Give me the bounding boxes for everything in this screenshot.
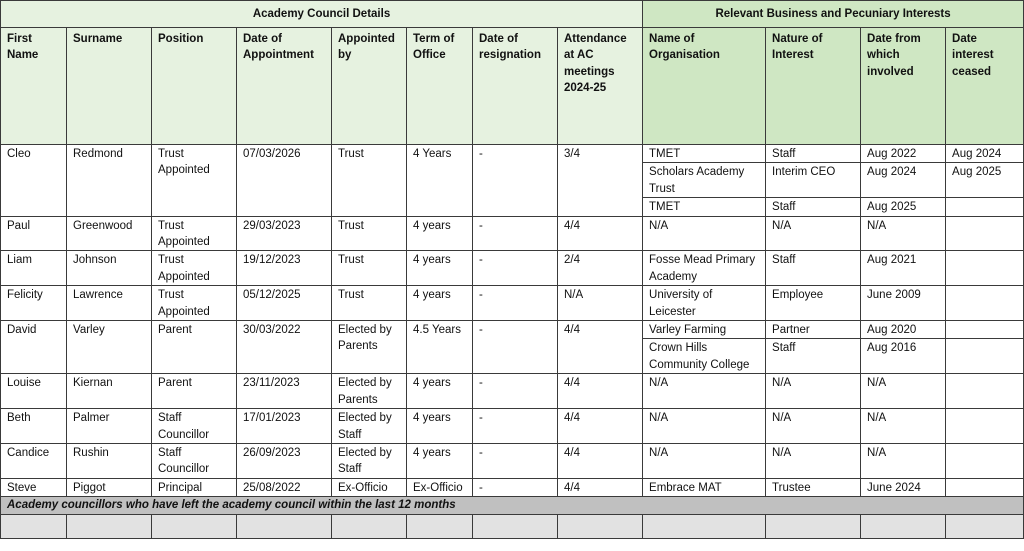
surname-cell: Redmond <box>67 145 152 217</box>
surname-cell: Johnson <box>67 251 152 286</box>
position-cell: Principal <box>152 478 237 496</box>
date-of-appointment-cell: 30/03/2022 <box>237 321 332 374</box>
term-of-office-cell: 4 Years <box>407 145 473 217</box>
empty-cell <box>861 515 946 539</box>
date-of-appointment-cell: 07/03/2026 <box>237 145 332 217</box>
header-term-of-office: Term of Office <box>407 28 473 145</box>
attendance-cell: N/A <box>558 286 643 321</box>
first-name-cell: Steve <box>1 478 67 496</box>
organisation-cell: N/A <box>643 216 766 251</box>
surname-cell: Greenwood <box>67 216 152 251</box>
date-ceased-cell: Aug 2024 <box>946 145 1024 163</box>
left-section-row <box>1 497 1024 515</box>
date-of-appointment-cell: 25/08/2022 <box>237 478 332 496</box>
date-of-appointment-cell: 29/03/2023 <box>237 216 332 251</box>
first-name-cell: Louise <box>1 374 67 409</box>
header-date-of-appointment: Date of Appointment <box>237 28 332 145</box>
empty-row <box>1 515 1024 539</box>
term-of-office-cell: 4 years <box>407 286 473 321</box>
empty-cell <box>67 515 152 539</box>
nature-of-interest-cell: N/A <box>766 374 861 409</box>
empty-cell <box>643 515 766 539</box>
date-from-cell: Aug 2025 <box>861 198 946 216</box>
date-of-appointment-cell: 05/12/2025 <box>237 286 332 321</box>
term-of-office-cell: 4 years <box>407 374 473 409</box>
appointed-by-cell: Trust <box>332 216 407 251</box>
date-of-resignation-cell: - <box>473 145 558 217</box>
date-from-cell: N/A <box>861 216 946 251</box>
position-cell: Parent <box>152 321 237 374</box>
date-ceased-cell <box>946 286 1024 321</box>
empty-cell <box>407 515 473 539</box>
attendance-cell: 4/4 <box>558 374 643 409</box>
nature-of-interest-cell: N/A <box>766 216 861 251</box>
first-name-cell: Liam <box>1 251 67 286</box>
date-ceased-cell: Aug 2025 <box>946 163 1024 198</box>
organisation-cell: N/A <box>643 409 766 444</box>
position-cell: Parent <box>152 374 237 409</box>
date-of-appointment-cell: 17/01/2023 <box>237 409 332 444</box>
surname-cell: Piggot <box>67 478 152 496</box>
header-date-of-resignation: Date of resignation <box>473 28 558 145</box>
empty-cell <box>332 515 407 539</box>
appointed-by-cell: Elected by Staff <box>332 443 407 478</box>
organisation-cell: N/A <box>643 443 766 478</box>
member-row <box>1 478 1024 496</box>
surname-cell: Kiernan <box>67 374 152 409</box>
date-ceased-cell <box>946 251 1024 286</box>
position-cell: Trust Appointed <box>152 286 237 321</box>
appointed-by-cell: Trust <box>332 251 407 286</box>
date-of-resignation-cell: - <box>473 321 558 374</box>
nature-of-interest-cell: N/A <box>766 409 861 444</box>
organisation-cell: Fosse Mead Primary Academy <box>643 251 766 286</box>
attendance-cell: 2/4 <box>558 251 643 286</box>
date-of-resignation-cell: - <box>473 251 558 286</box>
header-position: Position <box>152 28 237 145</box>
organisation-cell: Crown Hills Community College <box>643 339 766 374</box>
surname-cell: Lawrence <box>67 286 152 321</box>
empty-cell <box>946 515 1024 539</box>
date-ceased-cell <box>946 216 1024 251</box>
member-row <box>1 409 1024 444</box>
council-details-heading: Academy Council Details <box>1 1 643 28</box>
appointed-by-cell: Elected by Staff <box>332 409 407 444</box>
header-nature-of-interest: Nature of Interest <box>766 28 861 145</box>
term-of-office-cell: Ex-Officio <box>407 478 473 496</box>
empty-cell <box>473 515 558 539</box>
nature-of-interest-cell: Partner <box>766 321 861 339</box>
attendance-cell: 4/4 <box>558 216 643 251</box>
left-section-title: Academy councillors who have left the academy council within the last 12 months <box>1 497 1024 515</box>
attendance-cell: 4/4 <box>558 321 643 374</box>
date-of-resignation-cell: - <box>473 478 558 496</box>
date-from-cell: Aug 2022 <box>861 145 946 163</box>
column-header-row <box>1 28 1024 145</box>
date-of-appointment-cell: 26/09/2023 <box>237 443 332 478</box>
empty-cell <box>558 515 643 539</box>
appointed-by-cell: Trust <box>332 286 407 321</box>
empty-cell <box>237 515 332 539</box>
first-name-cell: Beth <box>1 409 67 444</box>
group-header-row <box>1 1 1024 28</box>
header-attendance: Attendance at AC meetings 2024-25 <box>558 28 643 145</box>
date-of-resignation-cell: - <box>473 443 558 478</box>
date-from-cell: June 2009 <box>861 286 946 321</box>
member-row <box>1 321 1024 339</box>
position-cell: Staff Councillor <box>152 443 237 478</box>
attendance-cell: 4/4 <box>558 443 643 478</box>
nature-of-interest-cell: Staff <box>766 339 861 374</box>
member-row <box>1 286 1024 321</box>
nature-of-interest-cell: Interim CEO <box>766 163 861 198</box>
position-cell: Trust Appointed <box>152 216 237 251</box>
nature-of-interest-cell: Staff <box>766 145 861 163</box>
date-from-cell: Aug 2024 <box>861 163 946 198</box>
date-ceased-cell <box>946 198 1024 216</box>
date-ceased-cell <box>946 443 1024 478</box>
member-row <box>1 443 1024 478</box>
attendance-cell: 4/4 <box>558 478 643 496</box>
first-name-cell: Paul <box>1 216 67 251</box>
organisation-cell: TMET <box>643 198 766 216</box>
member-row <box>1 374 1024 409</box>
first-name-cell: Cleo <box>1 145 67 217</box>
nature-of-interest-cell: Employee <box>766 286 861 321</box>
date-of-resignation-cell: - <box>473 216 558 251</box>
attendance-cell: 4/4 <box>558 409 643 444</box>
empty-cell <box>152 515 237 539</box>
nature-of-interest-cell: Staff <box>766 198 861 216</box>
first-name-cell: Candice <box>1 443 67 478</box>
member-row <box>1 216 1024 251</box>
members-body <box>1 145 1024 497</box>
header-appointed-by: Appointed by <box>332 28 407 145</box>
surname-cell: Rushin <box>67 443 152 478</box>
date-from-cell: Aug 2020 <box>861 321 946 339</box>
header-date-ceased: Date interest ceased <box>946 28 1024 145</box>
date-of-appointment-cell: 23/11/2023 <box>237 374 332 409</box>
organisation-cell: Embrace MAT <box>643 478 766 496</box>
header-organisation: Name of Organisation <box>643 28 766 145</box>
header-surname: Surname <box>67 28 152 145</box>
nature-of-interest-cell: N/A <box>766 443 861 478</box>
date-of-resignation-cell: - <box>473 409 558 444</box>
term-of-office-cell: 4.5 Years <box>407 321 473 374</box>
term-of-office-cell: 4 years <box>407 443 473 478</box>
empty-cell <box>1 515 67 539</box>
date-from-cell: N/A <box>861 409 946 444</box>
date-from-cell: Aug 2021 <box>861 251 946 286</box>
organisation-cell: N/A <box>643 374 766 409</box>
nature-of-interest-cell: Trustee <box>766 478 861 496</box>
date-of-appointment-cell: 19/12/2023 <box>237 251 332 286</box>
position-cell: Trust Appointed <box>152 251 237 286</box>
date-from-cell: Aug 2016 <box>861 339 946 374</box>
appointed-by-cell: Elected by Parents <box>332 374 407 409</box>
appointed-by-cell: Trust <box>332 145 407 217</box>
term-of-office-cell: 4 years <box>407 216 473 251</box>
date-of-resignation-cell: - <box>473 286 558 321</box>
attendance-cell: 3/4 <box>558 145 643 217</box>
term-of-office-cell: 4 years <box>407 251 473 286</box>
appointed-by-cell: Ex-Officio <box>332 478 407 496</box>
date-ceased-cell <box>946 374 1024 409</box>
header-first-name: First Name <box>1 28 67 145</box>
surname-cell: Palmer <box>67 409 152 444</box>
empty-cell <box>766 515 861 539</box>
date-ceased-cell <box>946 339 1024 374</box>
date-from-cell: June 2024 <box>861 478 946 496</box>
date-from-cell: N/A <box>861 443 946 478</box>
interests-heading: Relevant Business and Pecuniary Interests <box>643 1 1024 28</box>
term-of-office-cell: 4 years <box>407 409 473 444</box>
date-from-cell: N/A <box>861 374 946 409</box>
first-name-cell: Felicity <box>1 286 67 321</box>
date-ceased-cell <box>946 409 1024 444</box>
member-row <box>1 145 1024 163</box>
date-ceased-cell <box>946 478 1024 496</box>
organisation-cell: Scholars Academy Trust <box>643 163 766 198</box>
date-ceased-cell <box>946 321 1024 339</box>
position-cell: Staff Councillor <box>152 409 237 444</box>
organisation-cell: University of Leicester <box>643 286 766 321</box>
organisation-cell: TMET <box>643 145 766 163</box>
date-of-resignation-cell: - <box>473 374 558 409</box>
position-cell: Trust Appointed <box>152 145 237 217</box>
nature-of-interest-cell: Staff <box>766 251 861 286</box>
first-name-cell: David <box>1 321 67 374</box>
organisation-cell: Varley Farming <box>643 321 766 339</box>
header-date-from: Date from which involved <box>861 28 946 145</box>
surname-cell: Varley <box>67 321 152 374</box>
appointed-by-cell: Elected by Parents <box>332 321 407 374</box>
member-row <box>1 251 1024 286</box>
